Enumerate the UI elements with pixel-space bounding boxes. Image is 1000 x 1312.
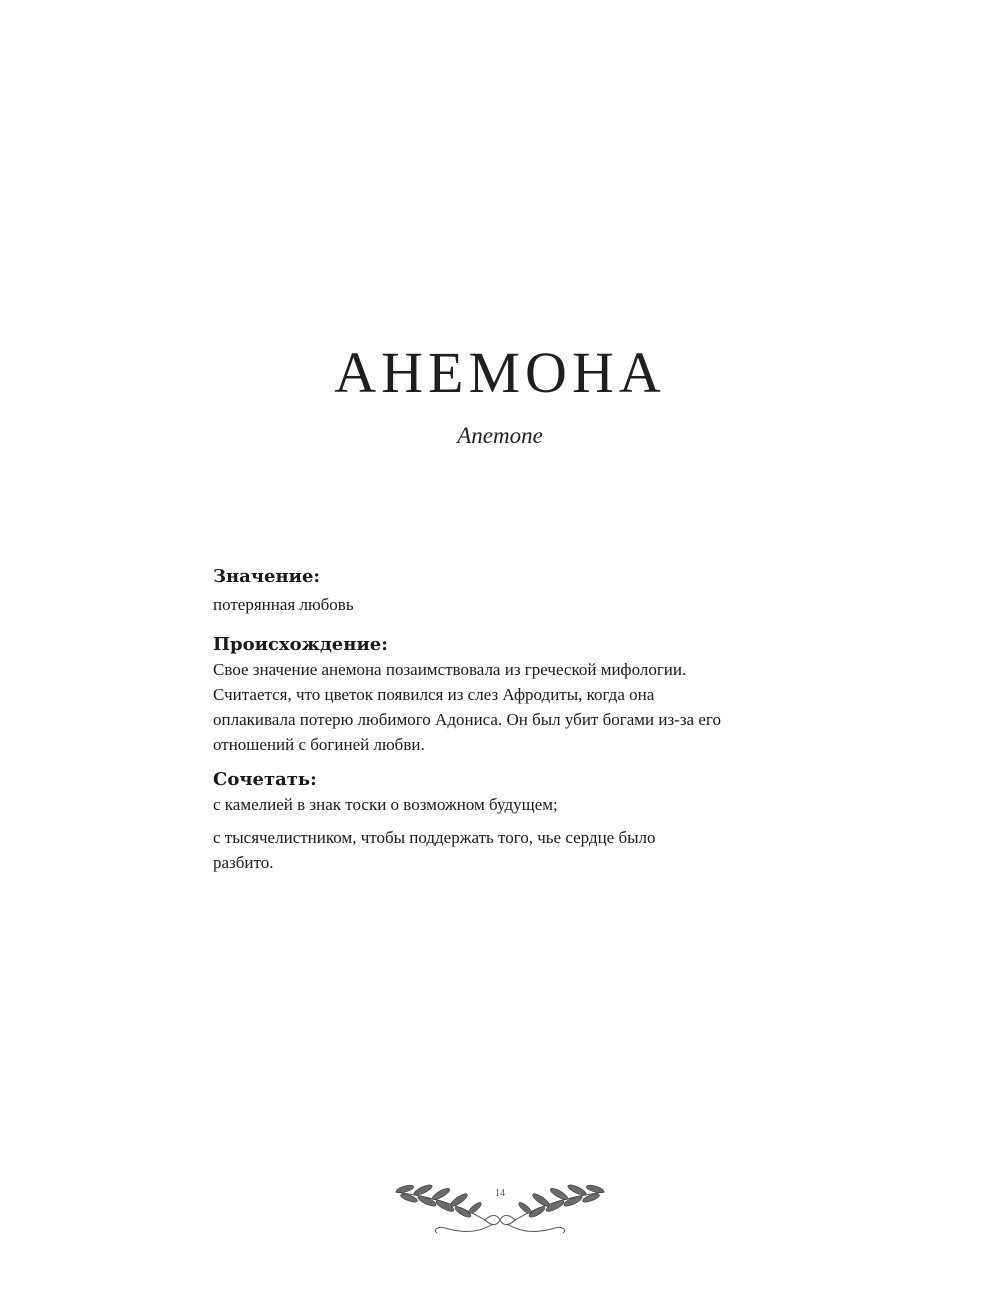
section-combine [213,768,793,875]
combine-item-yarrow [213,825,793,875]
section-meaning [213,565,793,617]
page-number: 14 [495,1188,505,1199]
page-title: АНЕМОНА [334,340,666,405]
content-body [213,565,793,875]
origin-line: оплакивала потерю любимого Адониса. Он был убит богами из-за его [213,710,721,729]
latin-name: Anemone [457,423,543,448]
combine-line: разбито. [213,853,274,872]
laurel-wreath-ornament-icon [385,1170,615,1240]
combine-line: с тысячелистником, чтобы поддержать того, чье сердце было [213,828,656,847]
origin-line: Свое значение анемона позаимствовала из греческой мифологии. [213,660,687,679]
origin-line: Считается, что цветок появился из слез Афродиты, когда она [213,685,655,704]
section-origin [213,633,793,757]
meaning-heading: Значение: [213,566,321,587]
origin-line: отношений с богиней любви. [213,735,425,754]
meaning-text: потерянная любовь [213,595,354,614]
combine-item-camellia: с камелией в знак тоски о возможном будущем; [213,795,558,814]
combine-heading: Сочетать: [213,769,317,790]
origin-heading: Происхождение: [213,634,388,655]
origin-text [213,657,793,757]
